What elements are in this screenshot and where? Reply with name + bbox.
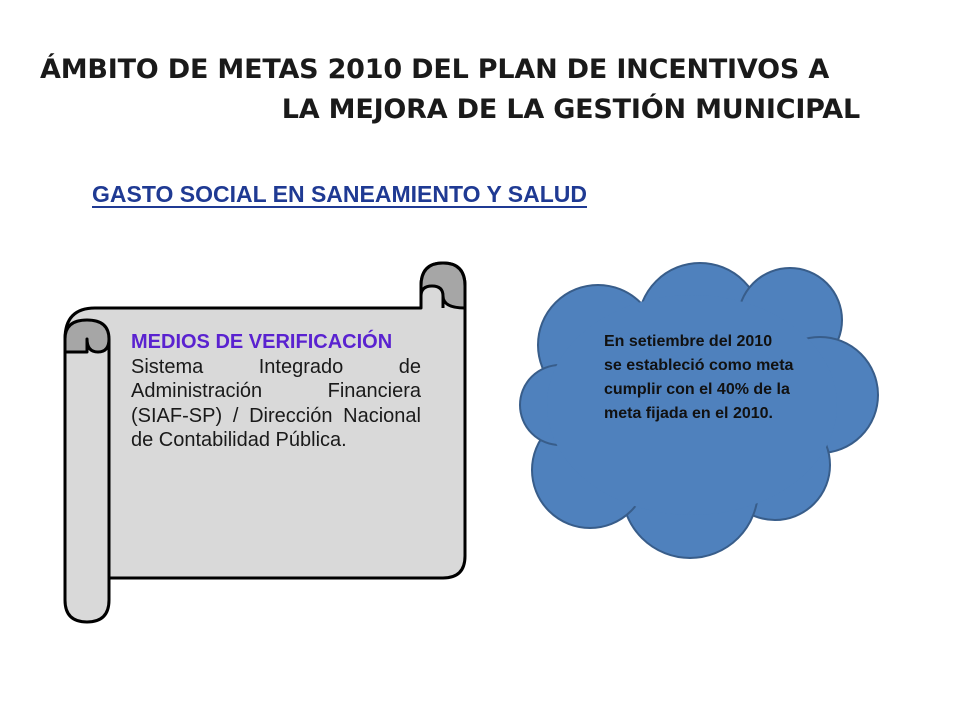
scroll-heading: MEDIOS DE VERIFICACIÓN — [131, 331, 393, 353]
section-subtitle: GASTO SOCIAL EN SANEAMIENTO Y SALUD — [92, 181, 588, 207]
scroll-curl-left — [65, 320, 109, 352]
cloud-text: En setiembre del 2010 se estableció como meta cumplir con el 40% de la meta fijada en el 2010. — [604, 333, 794, 422]
page-title-line-1: ÁMBITO DE METAS 2010 DEL PLAN DE INCENTIVOS A — [40, 54, 830, 85]
scroll-content — [131, 330, 421, 453]
page-title-line-2: LA MEJORA DE LA GESTIÓN MUNICIPAL — [281, 94, 860, 125]
scroll-body-text: Sistema Integrado de Administración Financiera (SIAF-SP) / Dirección Nacional de Contabilidad Pública. — [131, 355, 421, 451]
